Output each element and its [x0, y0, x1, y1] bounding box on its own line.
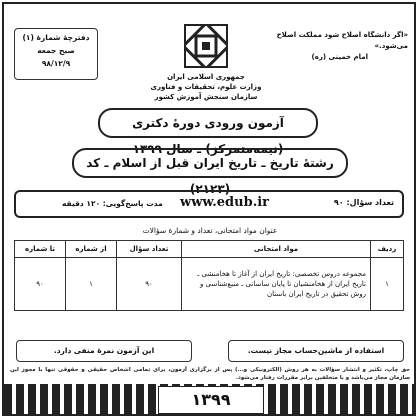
booklet-info-box — [14, 28, 98, 80]
negative-marking-note: این آزمون نمرهٔ منفی دارد. — [16, 340, 192, 362]
table-header-row — [15, 241, 404, 258]
header-index: ردیف — [371, 241, 404, 258]
row-from: ۱ — [66, 258, 117, 311]
quote-text: «اگر دانشگاه اصلاح شود مملکت اصلاح می‌شود.» — [276, 31, 408, 50]
subjects-table — [14, 240, 404, 311]
header-to: تا شماره — [15, 241, 66, 258]
exam-date: ۹۸/۱۲/۹ — [41, 59, 71, 68]
header-from: از شماره — [66, 241, 117, 258]
org-line-2: وزارت علوم، تحقیقات و فناوری — [150, 83, 262, 91]
row-to: ۹۰ — [15, 258, 66, 311]
subjects-section-title: عنوان مواد امتحانی، تعداد و شمارهٔ سؤالات — [142, 226, 278, 235]
booklet-number: دفترچۀ شمارۀ (۱) — [22, 33, 90, 42]
question-count: تعداد سؤال: ۹۰ — [333, 198, 394, 207]
org-line-1: جمهوری اسلامی ایران — [167, 73, 245, 81]
quote-author: امام خمینی (ره) — [311, 53, 368, 61]
copyright-footer: حق چاپ، تکثیر و انتشار سؤالات به هر روش (الکترونیکی و...) پس از برگزاری آزمون، برای تمامی اشخاص حقیقی و حقوقی تنها با مجوز این سازمان مجاز می‌باشد و با متخلفین برابر مقررات رفتار می‌شود. — [10, 367, 410, 381]
exam-title: آزمون ورودی دورهٔ دکتری (نیمه‌متمرکز) ـ سال ۱۳۹۹ — [98, 108, 318, 138]
row-subject: مجموعه دروس تخصصی: تاریخ ایران از آغاز تا هخامنشی ـ تاریخ ایران از هخامنشیان تا پایان ساسانی ـ منبع‌شناسی و روش تحقیق در تاریخ ایران باستان — [182, 258, 371, 311]
row-count: ۹۰ — [117, 258, 182, 311]
quote-block — [258, 30, 408, 63]
website-text: www.edub.ir — [180, 195, 270, 210]
organization-names — [150, 72, 262, 102]
answer-duration: مدت پاسخ‌گویی: ۱۲۰ دقیقه — [62, 199, 163, 208]
table-row — [15, 258, 404, 311]
header-subject: مواد امتحانی — [182, 241, 371, 258]
organization-logo-icon — [184, 24, 228, 68]
header-count: تعداد سؤال — [117, 241, 182, 258]
exam-session: صبح جمعه — [37, 46, 75, 55]
row-index: ۱ — [371, 258, 404, 311]
exam-info-row — [14, 190, 404, 218]
major-title: رشتهٔ تاریخ ـ تاریخ ایران قبل از اسلام ـ کد (۲۱۲۳) — [72, 148, 348, 178]
org-line-3: سازمان سنجش آموزش کشور — [154, 93, 258, 101]
year-label: ۱۳۹۹ — [158, 386, 264, 414]
no-calculator-note: استفاده از ماشین‌حساب مجاز نیست. — [228, 340, 404, 362]
